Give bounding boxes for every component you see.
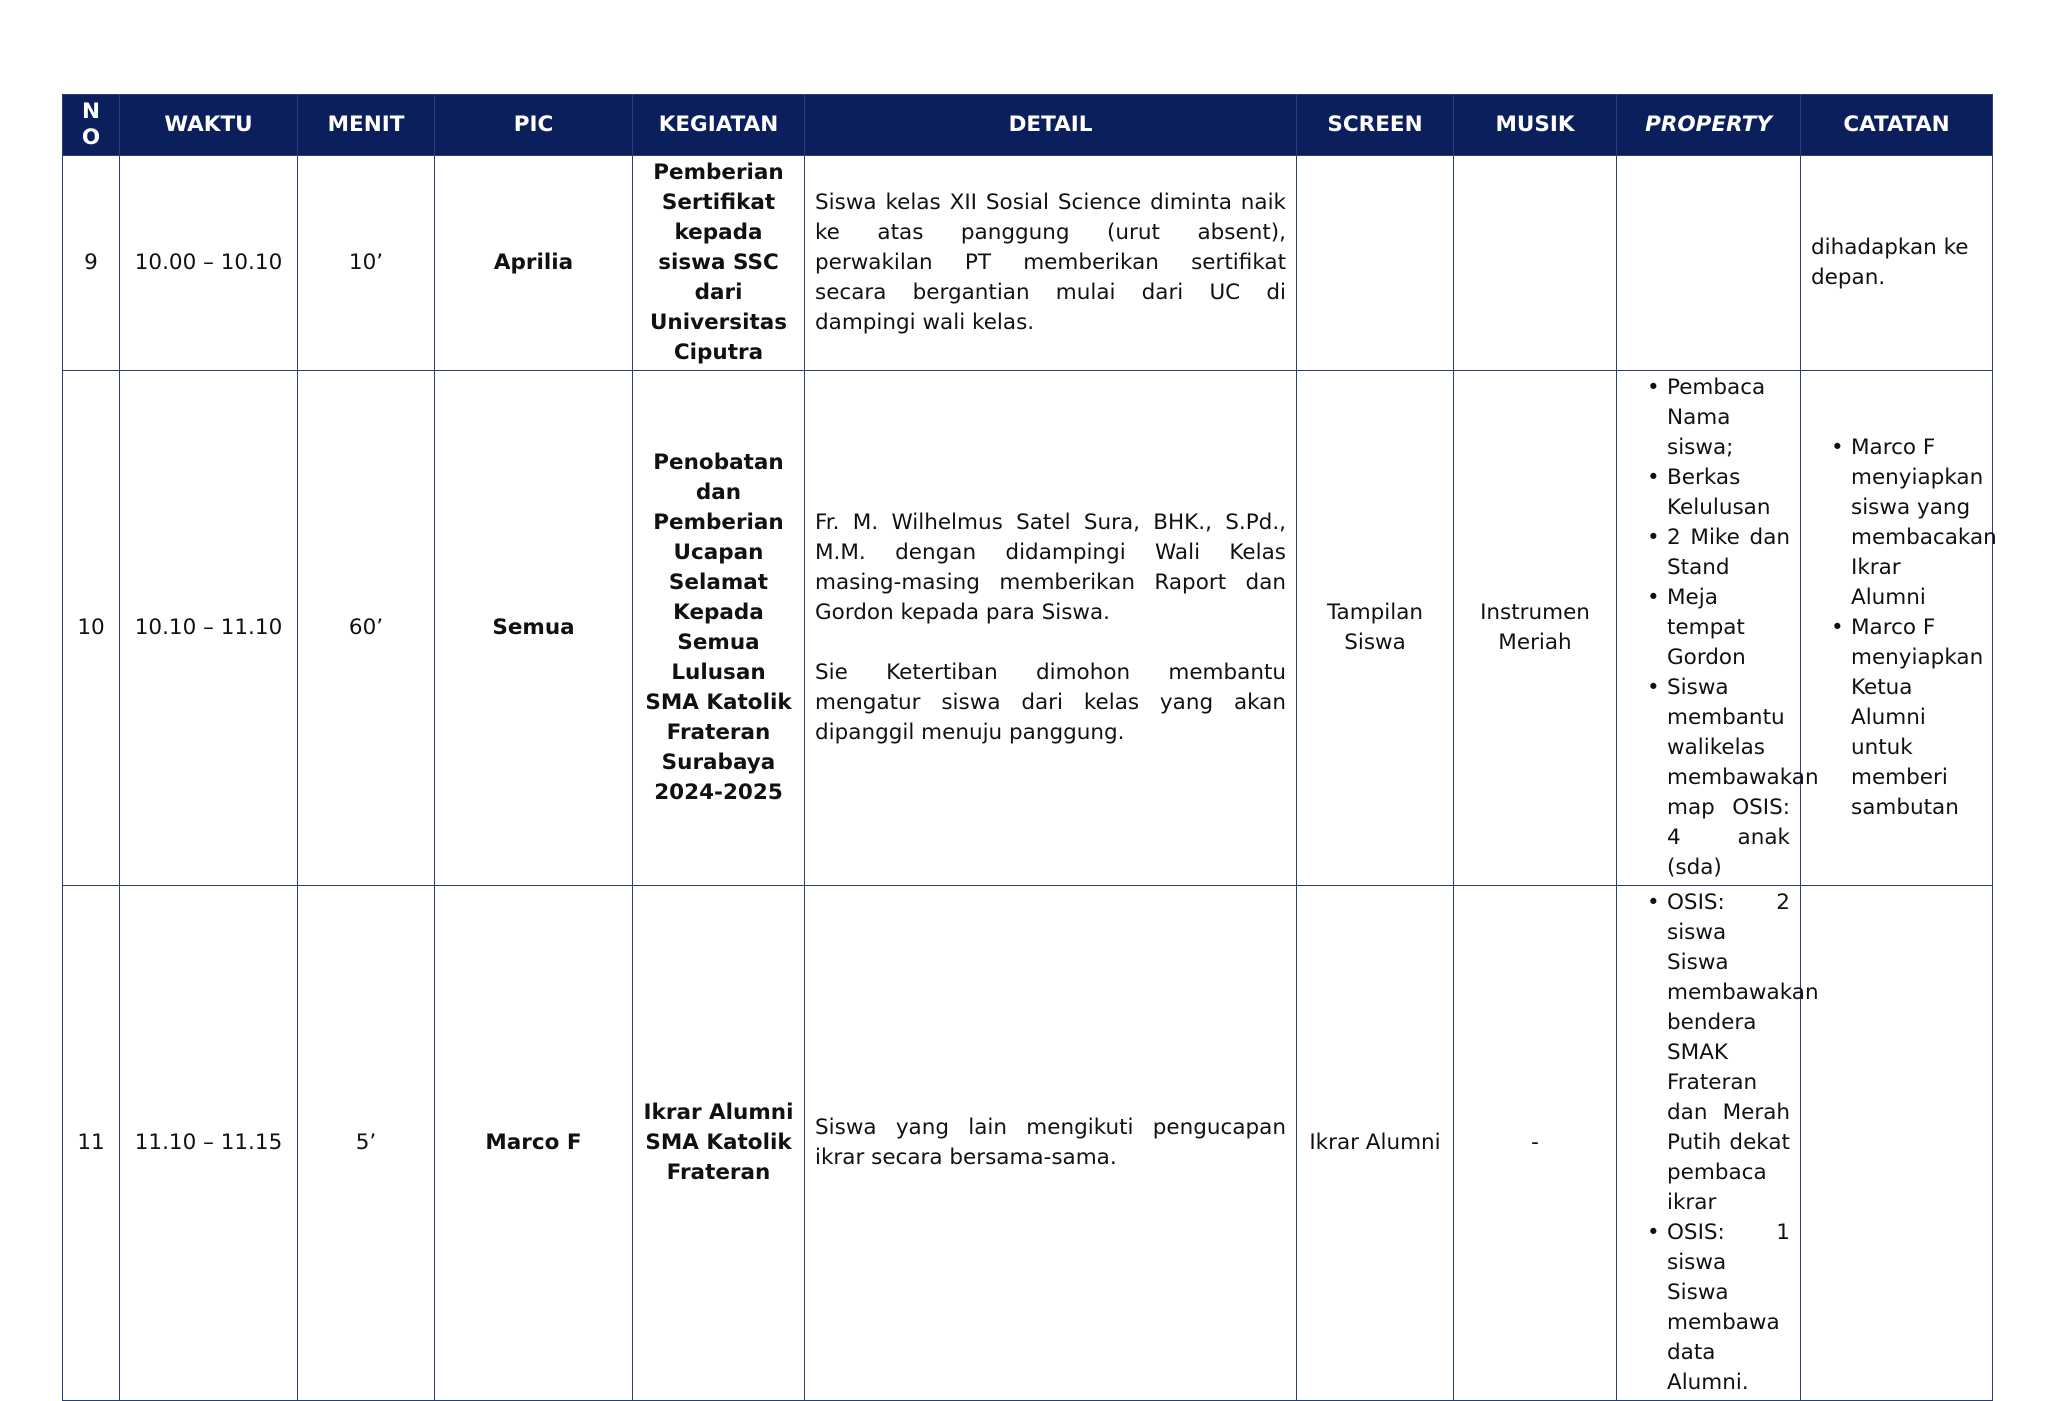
- header-no: N O: [63, 95, 120, 156]
- cell-catatan: [1801, 371, 1997, 886]
- header-waktu: WAKTU: [120, 95, 298, 156]
- cell-waktu: 10.00 – 10.10: [120, 156, 298, 371]
- property-item: • OSIS: 2 siswa Siswa membawakan bendera SMAK Frateran dan Merah Putih dekat pembaca ikrar: [1667, 888, 1790, 1218]
- cell-property: [1617, 156, 1801, 371]
- cell-musik: -: [1454, 886, 1617, 1401]
- cell-pic: Marco F: [435, 886, 633, 1401]
- property-list: [1647, 373, 1819, 883]
- catatan-list: [1831, 433, 1997, 823]
- detail-paragraph: Fr. M. Wilhelmus Satel Sura, BHK., S.Pd., M.M. dengan didampingi Wali Kelas masing-masing memberikan Raport dan Gordon kepada para Siswa.: [815, 510, 1286, 625]
- cell-catatan: [1801, 886, 1993, 1401]
- table-row: [63, 371, 1993, 886]
- cell-pic: Aprilia: [435, 156, 633, 371]
- header-musik: MUSIK: [1454, 95, 1617, 156]
- header-kegiatan: KEGIATAN: [633, 95, 805, 156]
- cell-kegiatan: Ikrar Alumni SMA Katolik Frateran: [633, 886, 805, 1401]
- header-menit: MENIT: [298, 95, 435, 156]
- cell-catatan: dihadapkan ke depan.: [1801, 156, 1993, 371]
- property-item: • Berkas Kelulusan: [1667, 463, 1790, 523]
- cell-detail: [805, 156, 1297, 371]
- schedule-table: [62, 94, 1997, 1401]
- cell-musik: Instrumen Meriah: [1454, 371, 1617, 886]
- header-screen: SCREEN: [1297, 95, 1454, 156]
- header-catatan: CATATAN: [1801, 95, 1993, 156]
- cell-screen: Ikrar Alumni: [1297, 886, 1454, 1401]
- header-property: PROPERTY: [1617, 95, 1801, 156]
- cell-detail: [805, 371, 1297, 886]
- cell-kegiatan: Penobatan dan Pemberian Ucapan Selamat Kepada Semua Lulusan SMA Katolik Frateran Surabaya 2024-2025: [633, 371, 805, 886]
- table-row: [63, 156, 1993, 371]
- cell-waktu: 10.10 – 11.10: [120, 371, 298, 886]
- header-row: [63, 95, 1993, 156]
- cell-detail: [805, 886, 1297, 1401]
- property-item: • Meja tempat Gordon: [1667, 583, 1790, 673]
- property-item: • Pembaca Nama siswa;: [1667, 373, 1790, 463]
- cell-screen: Tampilan Siswa: [1297, 371, 1454, 886]
- catatan-item: • Marco F menyiapkan Ketua Alumni untuk memberi sambutan: [1851, 613, 1982, 823]
- property-item: • OSIS: 1 siswa Siswa membawa data Alumni.: [1667, 1218, 1790, 1398]
- cell-pic: Semua: [435, 371, 633, 886]
- cell-property: [1617, 886, 1819, 1401]
- cell-no: 11: [63, 886, 120, 1401]
- property-list: [1647, 888, 1819, 1398]
- cell-waktu: 11.10 – 11.15: [120, 886, 298, 1401]
- property-item: • 2 Mike dan Stand: [1667, 523, 1790, 583]
- cell-no: 10: [63, 371, 120, 886]
- paragraph-gap: [815, 628, 1286, 658]
- header-detail: DETAIL: [805, 95, 1297, 156]
- cell-property: [1617, 371, 1819, 886]
- cell-no: 9: [63, 156, 120, 371]
- cell-musik: [1454, 156, 1617, 371]
- cell-kegiatan: Pemberian Sertifikat kepada siswa SSC dari Universitas Ciputra: [633, 156, 805, 371]
- cell-menit: 5’: [298, 886, 435, 1401]
- cell-screen: [1297, 156, 1454, 371]
- header-pic: PIC: [435, 95, 633, 156]
- detail-paragraph: Siswa yang lain mengikuti pengucapan ikrar secara bersama-sama.: [815, 1115, 1286, 1170]
- property-item: • Siswa membantu walikelas membawakan map OSIS: 4 anak (sda): [1667, 673, 1790, 883]
- catatan-item: • Marco F menyiapkan siswa yang membacakan Ikrar Alumni: [1851, 433, 1982, 613]
- cell-menit: 60’: [298, 371, 435, 886]
- detail-paragraph: Siswa kelas XII Sosial Science diminta naik ke atas panggung (urut absent), perwakilan PT memberikan sertifikat secara bergantian mulai dari UC di dampingi wali kelas.: [815, 190, 1286, 335]
- table-row: [63, 886, 1993, 1401]
- cell-menit: 10’: [298, 156, 435, 371]
- detail-paragraph: Sie Ketertiban dimohon membantu mengatur siswa dari kelas yang akan dipanggil menuju panggung.: [815, 660, 1286, 745]
